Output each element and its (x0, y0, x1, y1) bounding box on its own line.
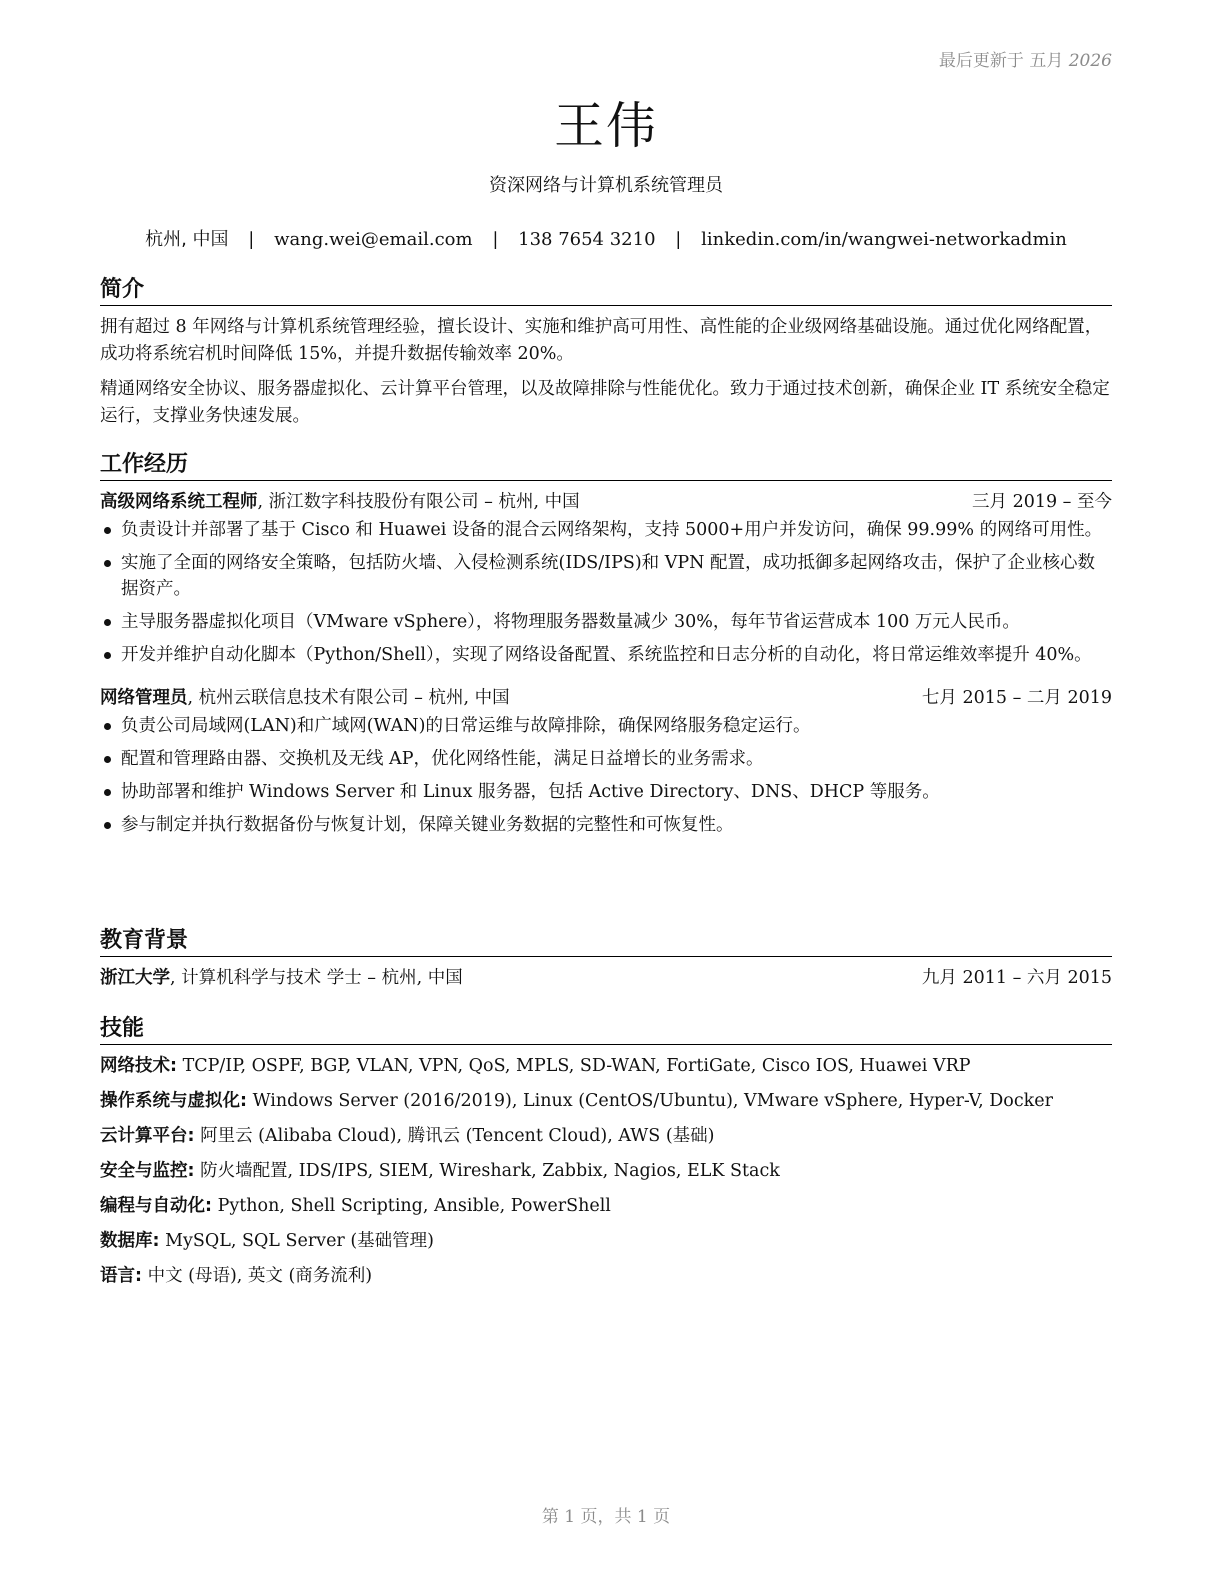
job-bullet: 开发并维护自动化脚本（Python/Shell），实现了网络设备配置、系统监控和日志分析的自动化，将日常运维效率提升 40%。 (100, 642, 1112, 668)
skill-label: 网络技术: (100, 1056, 177, 1076)
experience-section (100, 451, 1112, 845)
resume-page (100, 0, 1112, 1584)
section-title-summary: 简介 (100, 276, 1112, 306)
job-bullet: 主导服务器虚拟化项目（VMware vSphere），将物理服务器数量减少 30%，每年节省运营成本 100 万元人民币。 (100, 609, 1112, 635)
skill-label: 语言: (100, 1266, 142, 1286)
section-title-experience: 工作经历 (100, 451, 1112, 481)
skill-row (100, 1158, 1112, 1184)
job-position: 网络管理员 (100, 688, 188, 708)
skill-row (100, 1053, 1112, 1079)
last-updated (939, 46, 1112, 71)
skill-label: 云计算平台: (100, 1126, 195, 1146)
section-title-education: 教育背景 (100, 927, 1112, 957)
contact-linkedin[interactable]: linkedin.com/in/wangwei-networkadmin (701, 229, 1067, 250)
summary-paragraph: 精通网络安全协议、服务器虚拟化、云计算平台管理，以及故障排除与性能优化。致力于通过技术创新，确保企业 IT 系统安全稳定运行，支撑业务快速发展。 (100, 379, 1110, 426)
last-updated-label: 最后更新于 五月 (938, 51, 1064, 71)
job-header (100, 489, 1112, 515)
job-bullet: 负责设计并部署了基于 Cisco 和 Huawei 设备的混合云网络架构，支持 5000+用户并发访问，确保 99.99% 的网络可用性。 (100, 517, 1112, 543)
summary-section (100, 276, 1112, 438)
contact-phone: 138 7654 3210 (518, 229, 656, 250)
candidate-name: 王伟 (554, 97, 658, 155)
degree-detail: , 计算机科学与技术 学士 – 杭州, 中国 (170, 968, 463, 988)
skill-row (100, 1263, 1112, 1289)
skill-value: Python, Shell Scripting, Ansible, PowerShell (212, 1196, 611, 1216)
last-updated-year: 2026 (1068, 51, 1112, 71)
skills-section (100, 1015, 1112, 1298)
contact-location: 杭州, 中国 (145, 229, 229, 250)
job-position: 高级网络系统工程师 (100, 492, 258, 512)
contact-separator: | (248, 229, 255, 250)
education-dates: 九月 2011 – 六月 2015 (921, 968, 1112, 988)
skill-label: 编程与自动化: (100, 1196, 212, 1216)
skill-value: TCP/IP, OSPF, BGP, VLAN, VPN, QoS, MPLS, SD-WAN, FortiGate, Cisco IOS, Huawei VRP (177, 1056, 971, 1076)
job-bullet: 负责公司局域网(LAN)和广域网(WAN)的日常运维与故障排除，确保网络服务稳定运行。 (100, 713, 1112, 739)
job-bullet: 实施了全面的网络安全策略，包括防火墙、入侵检测系统(IDS/IPS)和 VPN 配置，成功抵御多起网络攻击，保护了企业核心数据资产。 (100, 550, 1112, 602)
job-bullet: 协助部署和维护 Windows Server 和 Linux 服务器，包括 Active Directory、DNS、DHCP 等服务。 (100, 779, 1112, 805)
skill-row (100, 1123, 1112, 1149)
skill-value: 中文 (母语), 英文 (商务流利) (142, 1266, 373, 1286)
education-entry (100, 965, 1112, 991)
candidate-role: 资深网络与计算机系统管理员 (489, 175, 723, 196)
job-bullets (100, 517, 1112, 668)
school-name: 浙江大学 (100, 968, 170, 988)
job-dates: 三月 2019 – 至今 (972, 492, 1112, 512)
job-header (100, 685, 1112, 711)
contact-separator: | (492, 229, 499, 250)
contact-email[interactable]: wang.wei@email.com (274, 229, 473, 250)
job-bullet: 配置和管理路由器、交换机及无线 AP，优化网络性能，满足日益增长的业务需求。 (100, 746, 1112, 772)
job-bullets (100, 713, 1112, 838)
education-section (100, 927, 1112, 993)
skill-label: 安全与监控: (100, 1161, 195, 1181)
skill-value: Windows Server (2016/2019), Linux (CentOS/Ubuntu), VMware vSphere, Hyper-V, Docker (247, 1091, 1053, 1111)
section-title-skills: 技能 (100, 1015, 1112, 1045)
contact-separator: | (675, 229, 682, 250)
page-footer: 第 1 页，共 1 页 (541, 1507, 671, 1527)
summary-paragraph: 拥有超过 8 年网络与计算机系统管理经验，擅长设计、实施和维护高可用性、高性能的企业级网络基础设施。通过优化网络配置，成功将系统宕机时间降低 15%，并提升数据传输效率 20%。 (100, 317, 1103, 364)
job-organization: , 浙江数字科技股份有限公司 – 杭州, 中国 (257, 492, 580, 512)
skill-value: 防火墙配置, IDS/IPS, SIEM, Wireshark, Zabbix, Nagios, ELK Stack (194, 1161, 780, 1181)
skill-label: 操作系统与虚拟化: (100, 1091, 247, 1111)
skill-value: 阿里云 (Alibaba Cloud), 腾讯云 (Tencent Cloud), AWS (基础) (194, 1126, 715, 1146)
contact-line (100, 225, 1112, 251)
skill-row (100, 1228, 1112, 1254)
skill-row (100, 1193, 1112, 1219)
skill-value: MySQL, SQL Server (基础管理) (159, 1231, 435, 1251)
job-organization: , 杭州云联信息技术有限公司 – 杭州, 中国 (187, 688, 510, 708)
skill-label: 数据库: (100, 1231, 160, 1251)
skill-row (100, 1088, 1112, 1114)
job-bullet: 参与制定并执行数据备份与恢复计划，保障关键业务数据的完整性和可恢复性。 (100, 812, 1112, 838)
job-dates: 七月 2015 – 二月 2019 (921, 688, 1112, 708)
